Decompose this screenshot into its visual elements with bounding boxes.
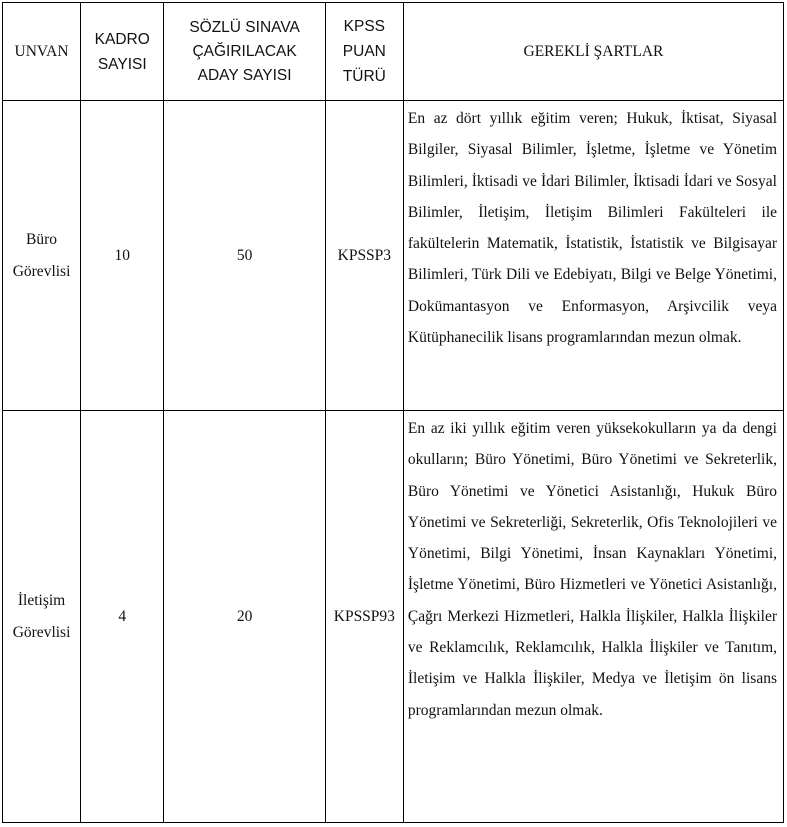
header-gerekli-sartlar bbox=[403, 3, 783, 101]
unvan-line-1: Büro bbox=[26, 230, 58, 248]
header-kadro-line-2: SAYISI bbox=[97, 55, 147, 73]
header-sozlu-sinav bbox=[164, 3, 325, 101]
header-kpss-line-1: KPSS bbox=[343, 18, 386, 35]
cell-unvan bbox=[3, 101, 81, 411]
header-kpss-line-3: TÜRÜ bbox=[342, 68, 386, 85]
cell-kpss: KPSSP93 bbox=[325, 411, 403, 823]
cell-sartlar: En az dört yıllık eğitim veren; Hukuk, İktisat, Siyasal Bilgiler, Siyasal Bilimler, İşletme, İşletme ve Yönetim Bilimleri, İktisadi ve İdari Bilimler, İktisadi İdari ve Sosyal Bilimler, İletişim, İletişim Bilimleri Fakülteleri ile fakültelerin Matematik, İstatistik, İstatistik ve Bilgisayar Bilimleri, Türk Dili ve Edebiyatı, Bilgi ve Belge Yönetimi, Dokümantasyon ve Enformasyon, Arşivcilik veya Kütüphanecilik lisans programlarından mezun olmak. bbox=[403, 101, 783, 411]
cell-sozlu: 20 bbox=[164, 411, 325, 823]
table-row bbox=[3, 411, 784, 823]
cell-kpss: KPSSP3 bbox=[325, 101, 403, 411]
table-header-row bbox=[3, 3, 784, 101]
header-kadro-sayisi bbox=[81, 3, 164, 101]
header-sozlu-line-2: ÇAĞIRILACAK bbox=[192, 42, 297, 60]
cell-sartlar: En az iki yıllık eğitim veren yüksekokulların ya da dengi okulların; Büro Yönetimi, Büro Yönetimi ve Sekreterlik, Büro Yönetimi ve Yönetici Asistanlığı, Hukuk Büro Yönetimi ve Sekreterliği, Sekreterlik, Ofis Teknolojileri ve Yönetimi, Bilgi Yönetimi, İnsan Kaynakları Yönetimi, İşletme Yönetimi, Büro Hizmetleri ve Yönetici Asistanlığı, Çağrı Merkezi Hizmetleri, Halkla İlişkiler, Halkla İlişkiler ve Reklamcılık, Reklamcılık, Halkla İlişkiler ve Tanıtım, İletişim ve Halkla İlişkiler, Medya ve İletişim ön lisans programlarından mezun olmak. bbox=[403, 411, 783, 823]
header-kpss-line-2: PUAN bbox=[342, 43, 386, 60]
header-sozlu-line-1: SÖZLÜ SINAVA bbox=[189, 18, 300, 36]
cell-sozlu: 50 bbox=[164, 101, 325, 411]
header-sozlu-line-3: ADAY SAYISI bbox=[197, 66, 292, 84]
header-sartlar-label: GEREKLİ ŞARTLAR bbox=[523, 42, 664, 60]
header-kadro-line-1: KADRO bbox=[94, 30, 150, 48]
unvan-line-1: İletişim bbox=[17, 591, 66, 609]
header-kpss-puan-turu bbox=[325, 3, 403, 101]
cell-kadro: 4 bbox=[81, 411, 164, 823]
cell-unvan bbox=[3, 411, 81, 823]
unvan-line-2: Görevlisi bbox=[12, 623, 71, 641]
unvan-line-2: Görevlisi bbox=[12, 262, 71, 280]
header-unvan bbox=[3, 3, 81, 101]
cell-kadro: 10 bbox=[81, 101, 164, 411]
document-page bbox=[2, 2, 784, 824]
positions-table bbox=[2, 2, 784, 823]
header-unvan-label: UNVAN bbox=[14, 42, 69, 60]
table-row bbox=[3, 101, 784, 411]
